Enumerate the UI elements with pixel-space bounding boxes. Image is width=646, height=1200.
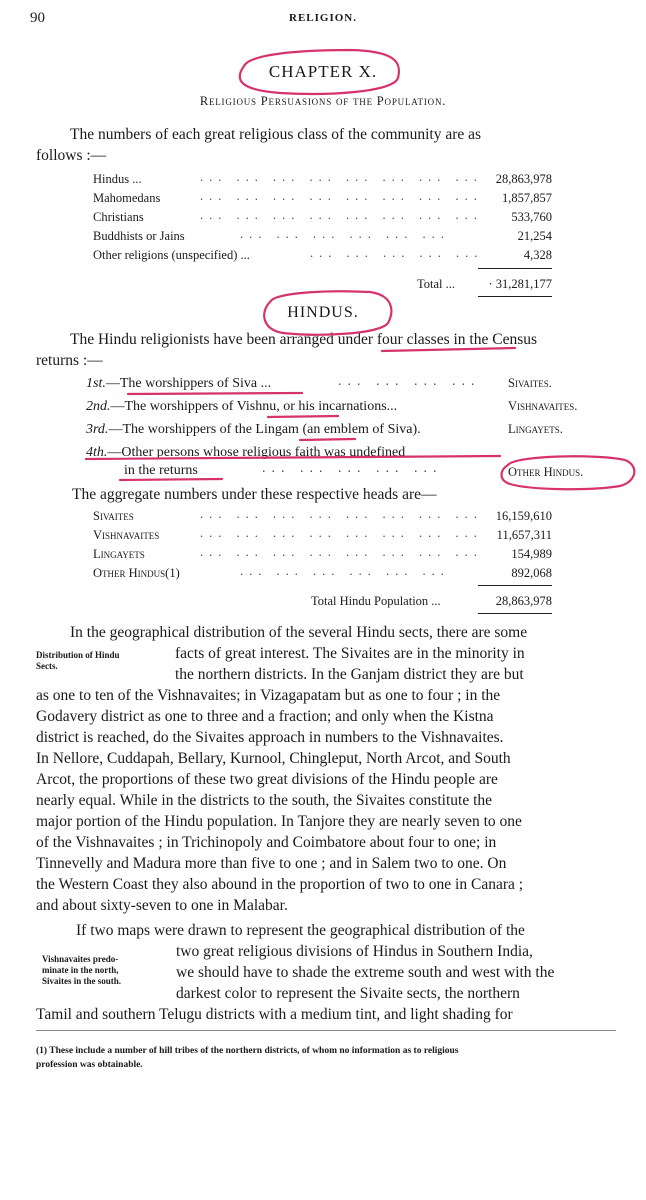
sidenote-predominate: Vishnavaites predo- minate in the north, Sivaites in the south. (42, 954, 122, 986)
intro-line-2: follows :— (36, 147, 107, 164)
leader-dots: ... ... ... ... (338, 374, 481, 389)
class-item (86, 445, 405, 461)
class-text: —The worshippers of the Lingam (an emblem of Siva). (108, 422, 421, 437)
leader-dots: ... ... ... ... ... ... (240, 564, 450, 578)
underline-lingam (300, 439, 355, 440)
chapter-title: CHAPTER X. (268, 62, 378, 81)
underline-returns (120, 479, 222, 480)
body-line: facts of great interest. The Sivaites are in the minority in (175, 645, 525, 662)
hindus-intro-2: returns :— (36, 352, 103, 369)
class-text: —Other persons whose religious faith was undefined (107, 445, 406, 460)
body-line: two great religious divisions of Hindus in Southern India, (176, 943, 533, 960)
body-line: the northern districts. In the Ganjam district they are but (175, 666, 524, 683)
total-value: · 31,281,177 (488, 277, 552, 291)
class-label: Sivaites. (508, 376, 552, 390)
running-header: RELIGION. (289, 12, 357, 24)
body-line: nearly equal. While in the districts to the south, the Sivaites constitute the (36, 792, 493, 809)
body-line: district is reached, do the Sivaites approach in numbers to the Vishnavaites. (36, 729, 504, 746)
leader-dots: ... ... ... ... ... ... ... ... (200, 208, 483, 222)
body-line: darkest color to represent the Sivaite sects, the northern (176, 985, 520, 1002)
body-line: In Nellore, Cuddapah, Bellary, Kurnool, Chingleput, North Arcot, and South (36, 750, 511, 767)
total-underline (478, 613, 552, 614)
body-line: of the Vishnavaites ; in Trichinopoly and Coimbatore about four to one; in (36, 834, 497, 851)
sect-name: Other Hindus(1) (93, 566, 180, 580)
total-label: Total ... (417, 277, 456, 291)
class-text: —The worshippers of Vishnu, or his incarnations... (110, 399, 398, 414)
body-line: and about sixty-seven to one in Malabar. (36, 897, 288, 914)
footnote-rule (36, 1030, 616, 1031)
sect-value: 11,657,311 (496, 528, 552, 542)
class-label: Vishnavaites. (508, 399, 578, 413)
sect-name: Lingayets (93, 547, 145, 561)
body-line: major portion of the Hindu population. In Tanjore they are nearly seven to one (36, 813, 522, 830)
hindus-heading: HINDUS. (287, 304, 359, 321)
religion-name: Mahomedans (93, 191, 161, 205)
sect-value: 154,989 (511, 547, 552, 561)
total-underline (478, 296, 552, 297)
body-line: Tinnevelly and Madura more than five to one ; and in Salem two to one. On (36, 855, 507, 872)
sect-value: 16,159,610 (495, 509, 552, 523)
religion-value: 533,760 (511, 210, 552, 224)
underline-vishnu (268, 416, 338, 417)
underline-siva (128, 393, 302, 394)
leader-dots: ... ... ... ... ... (262, 461, 443, 476)
leader-dots: ... ... ... ... ... ... ... ... (200, 170, 483, 184)
chapter-subtitle: Religious Persuasions of the Population. (199, 94, 447, 108)
class-ordinal: 3rd. (86, 422, 109, 437)
sect-value: 892,068 (511, 566, 552, 580)
body-line: If two maps were drawn to represent the geographical distribution of the (76, 922, 525, 939)
class-continuation: in the returns (124, 463, 198, 478)
religion-name: Other religions (unspecified) ... (93, 248, 250, 262)
religion-value: 1,857,857 (502, 191, 552, 205)
sects-total-label: Total Hindu Population ... (311, 594, 441, 608)
body-line: Tamil and southern Telugu districts with a medium tint, and light shading for (36, 1006, 513, 1023)
body-line: the Western Coast they also abound in the proportion of two to one in Canara ; (36, 876, 524, 893)
religion-value: 28,863,978 (495, 172, 552, 186)
class-label: Other Hindus. (508, 465, 584, 479)
page-number: 90 (30, 10, 45, 26)
sect-name: Vishnavaites (93, 528, 160, 542)
leader-dots: ... ... ... ... ... ... ... ... (200, 545, 483, 559)
leader-dots: ... ... ... ... ... ... ... ... (200, 526, 483, 540)
footnote-line: (1) These include a number of hill tribes of the northern districts, of whom no information as to religious (36, 1046, 459, 1056)
religion-name: Christians (93, 210, 144, 224)
class-ordinal: 4th. (86, 445, 108, 460)
religion-name: Hindus ... (93, 172, 142, 186)
class-ordinal: 1st. (86, 376, 106, 391)
intro-line-1: The numbers of each great religious class of the community are as (70, 126, 482, 143)
body-line: as one to ten of the Vishnavaites; in Vizagapatam but as one to four ; in the (36, 687, 501, 704)
religion-name: Buddhists or Jains (93, 229, 185, 243)
leader-dots: ... ... ... ... ... (310, 246, 484, 260)
leader-dots: ... ... ... ... ... ... ... ... (200, 507, 483, 521)
sects-total-value: 28,863,978 (495, 594, 552, 608)
body-line: Godavery district as one to three and a fraction; and only when the Kistna (36, 708, 494, 725)
religion-value: 21,254 (517, 229, 552, 243)
aggregate-intro: The aggregate numbers under these respective heads are— (72, 486, 437, 503)
body-line: In the geographical distribution of the several Hindu sects, there are some (70, 624, 528, 641)
sect-name: Sivaites (93, 509, 134, 523)
total-rule (478, 585, 552, 586)
class-text: —The worshippers of Siva ... (105, 376, 272, 391)
class-item (86, 376, 271, 392)
class-item (86, 399, 397, 415)
footnote-line: profession was obtainable. (36, 1060, 143, 1070)
body-line: we should have to shade the extreme south and west with the (176, 964, 555, 981)
class-ordinal: 2nd. (86, 399, 111, 414)
body-line: Arcot, the proportions of these two great divisions of the Hindu people are (36, 771, 498, 788)
leader-dots: ... ... ... ... ... ... (240, 227, 450, 241)
class-label: Lingayets. (508, 422, 563, 436)
class-item (86, 422, 421, 438)
leader-dots: ... ... ... ... ... ... ... ... (200, 189, 483, 203)
total-rule (478, 268, 552, 269)
religion-value: 4,328 (523, 248, 552, 262)
hindus-intro-1: The Hindu religionists have been arranged under four classes in the Census (70, 331, 538, 348)
sidenote-distribution: Distribution of Hindu Sects. (36, 650, 120, 671)
